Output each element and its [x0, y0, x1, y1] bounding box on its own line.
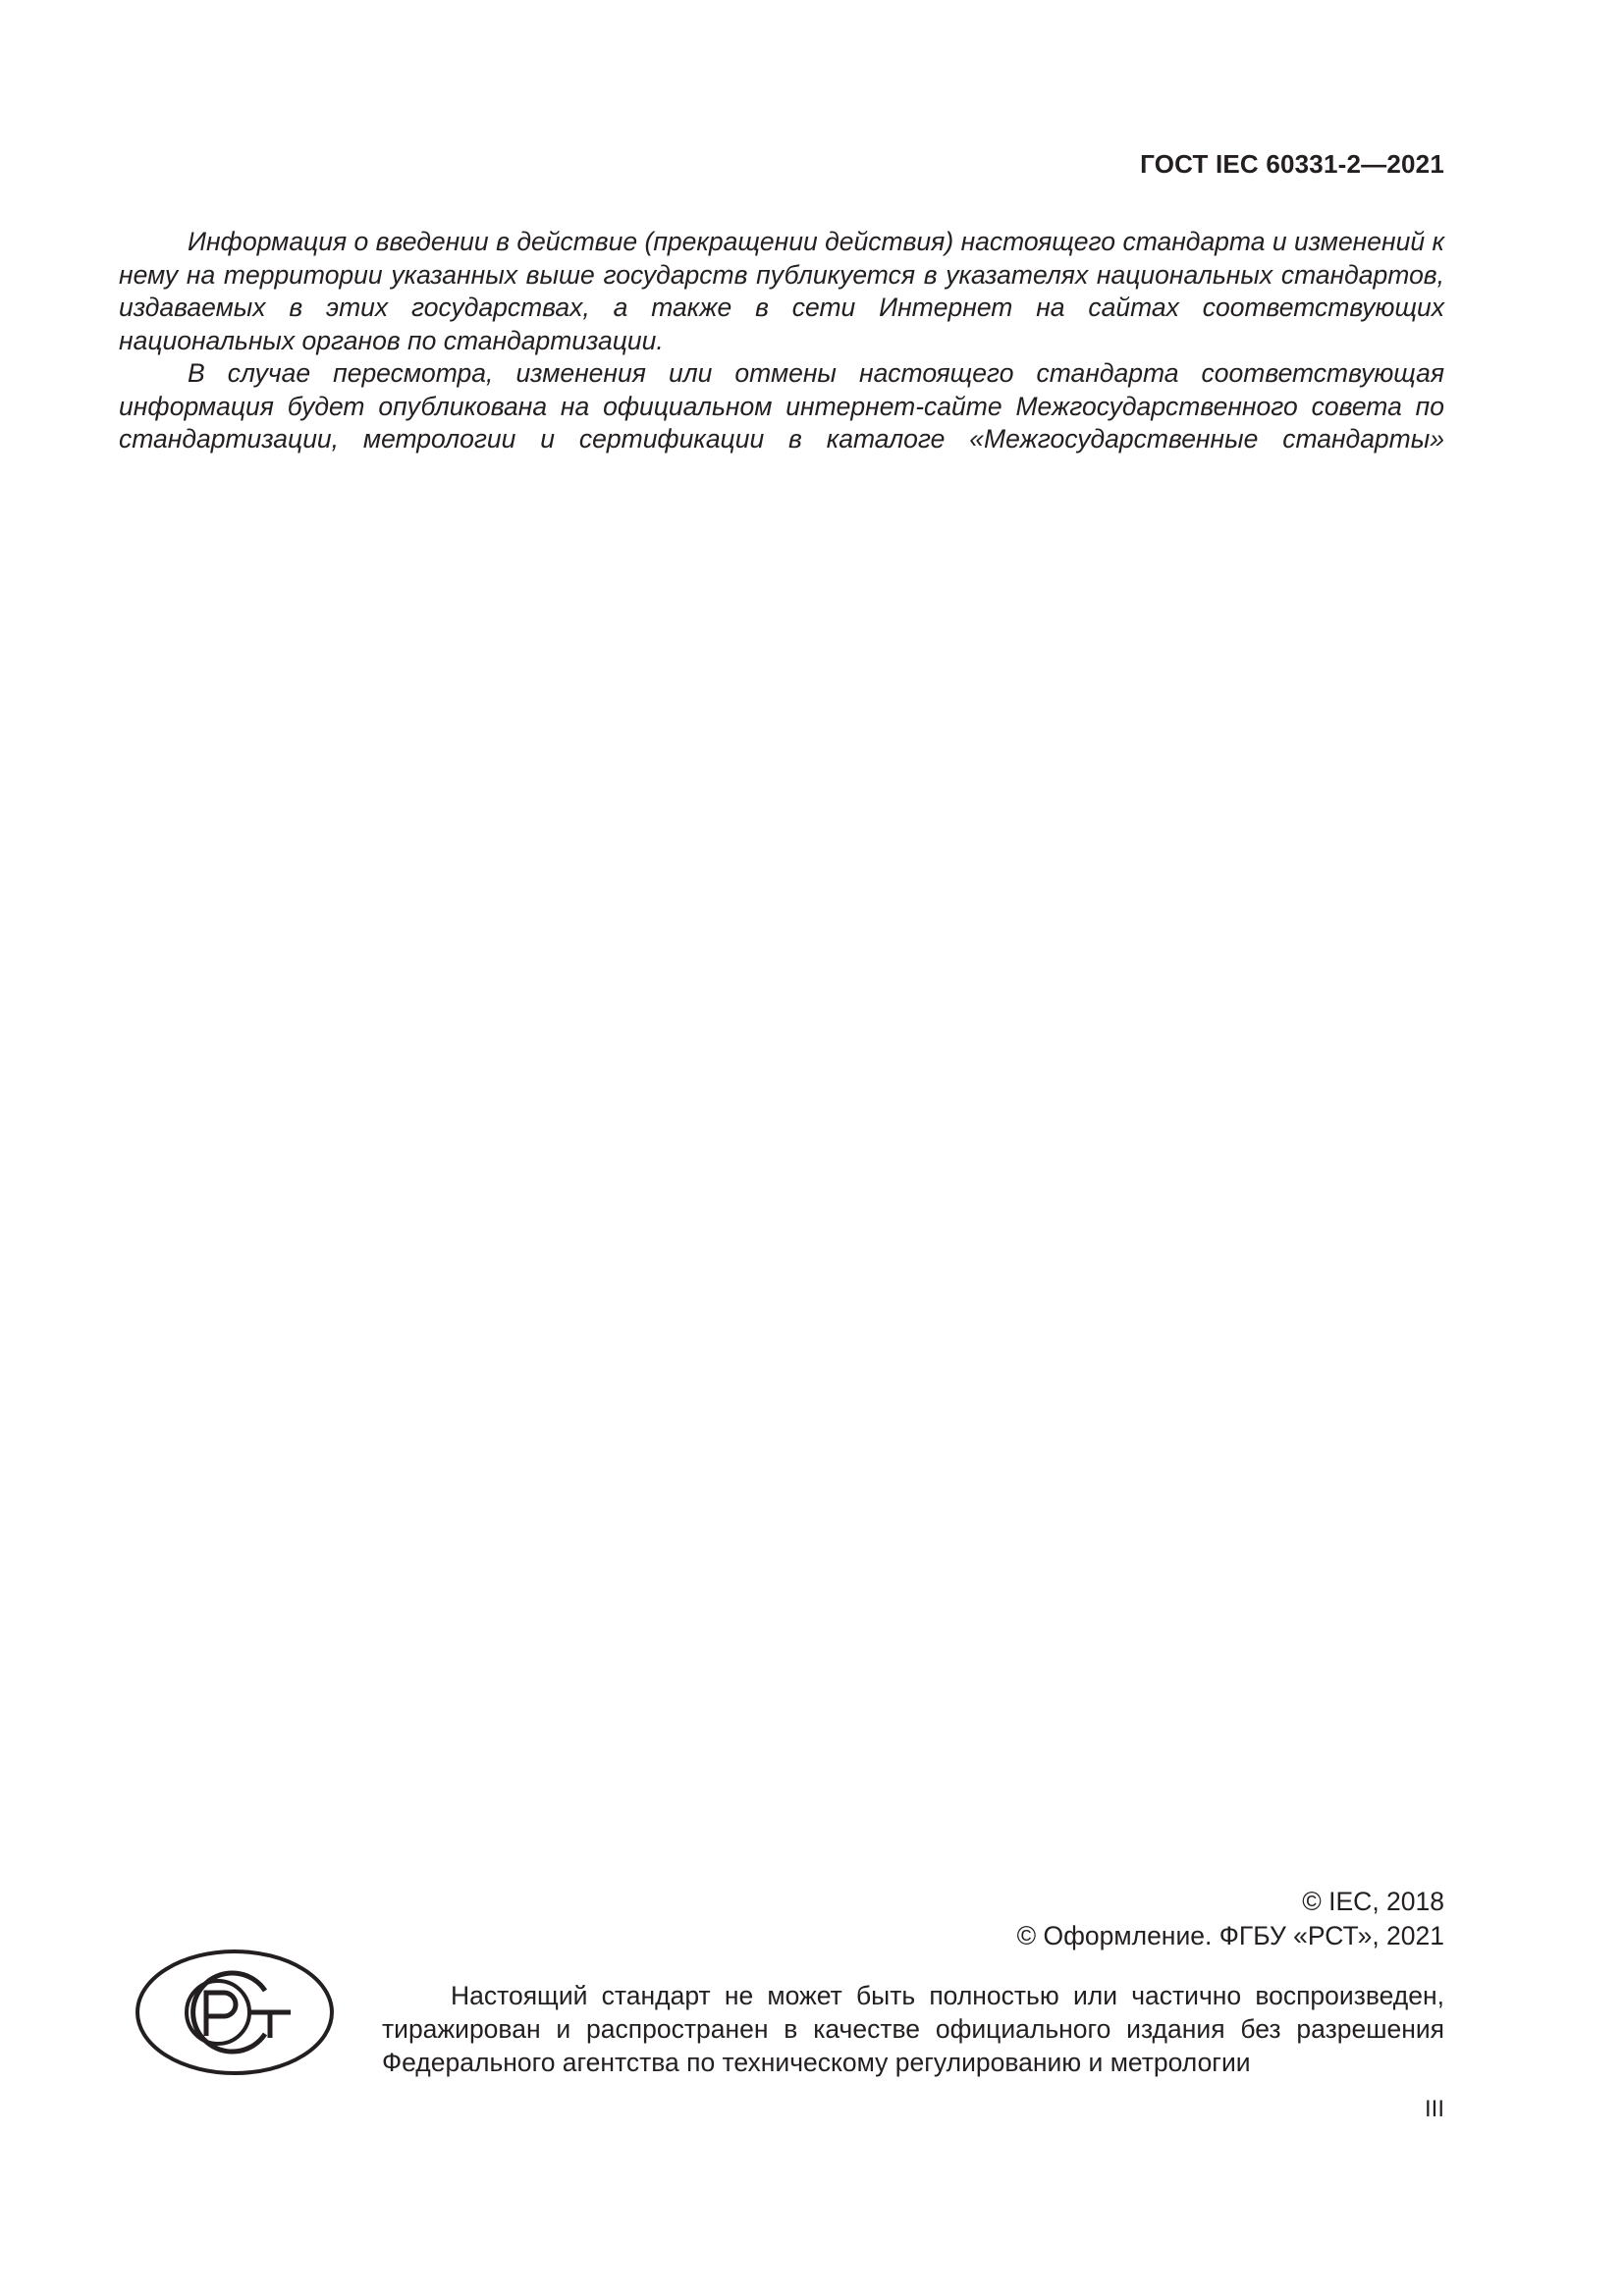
notice-text: Настоящий стандарт не может быть полностью или частично воспроизведен, тиражирован и распространен в качестве официального издания без разрешения Федерального агентства по техническому регулированию и метрологии: [382, 1981, 1444, 2077]
copyright-design: © Оформление. ФГБУ «РСТ», 2021: [1016, 1921, 1444, 1950]
copyright-block: [1017, 1885, 1444, 1953]
intro-text: [119, 226, 1444, 456]
intro-paragraph: Информация о введении в действие (прекращении действия) настоящего стандарта и изменений к нему на территории указанных выше государств публикуется в указателях национальных стандартов, издаваемых в этих государствах, а также в сети Интернет на сайтах соответствующих национальных органов по стандартизации.: [119, 227, 1444, 355]
intro-paragraph: В случае пересмотра, изменения или отмены настоящего стандарта соответствующая информация будет опубликована на официальном интернет-сайте Межгосударственного совета по стандартизации, метрологии и сертификации в каталоге «Межгосударственные стандарты»: [119, 358, 1444, 454]
reproduction-notice: [382, 1979, 1444, 2079]
copyright-iec: © IEC, 2018: [1302, 1887, 1444, 1916]
pst-logo-icon: [134, 1948, 336, 2082]
document-code: ГОСТ IEC 60331-2—2021: [1140, 149, 1444, 179]
page-number: III: [1424, 2096, 1444, 2122]
